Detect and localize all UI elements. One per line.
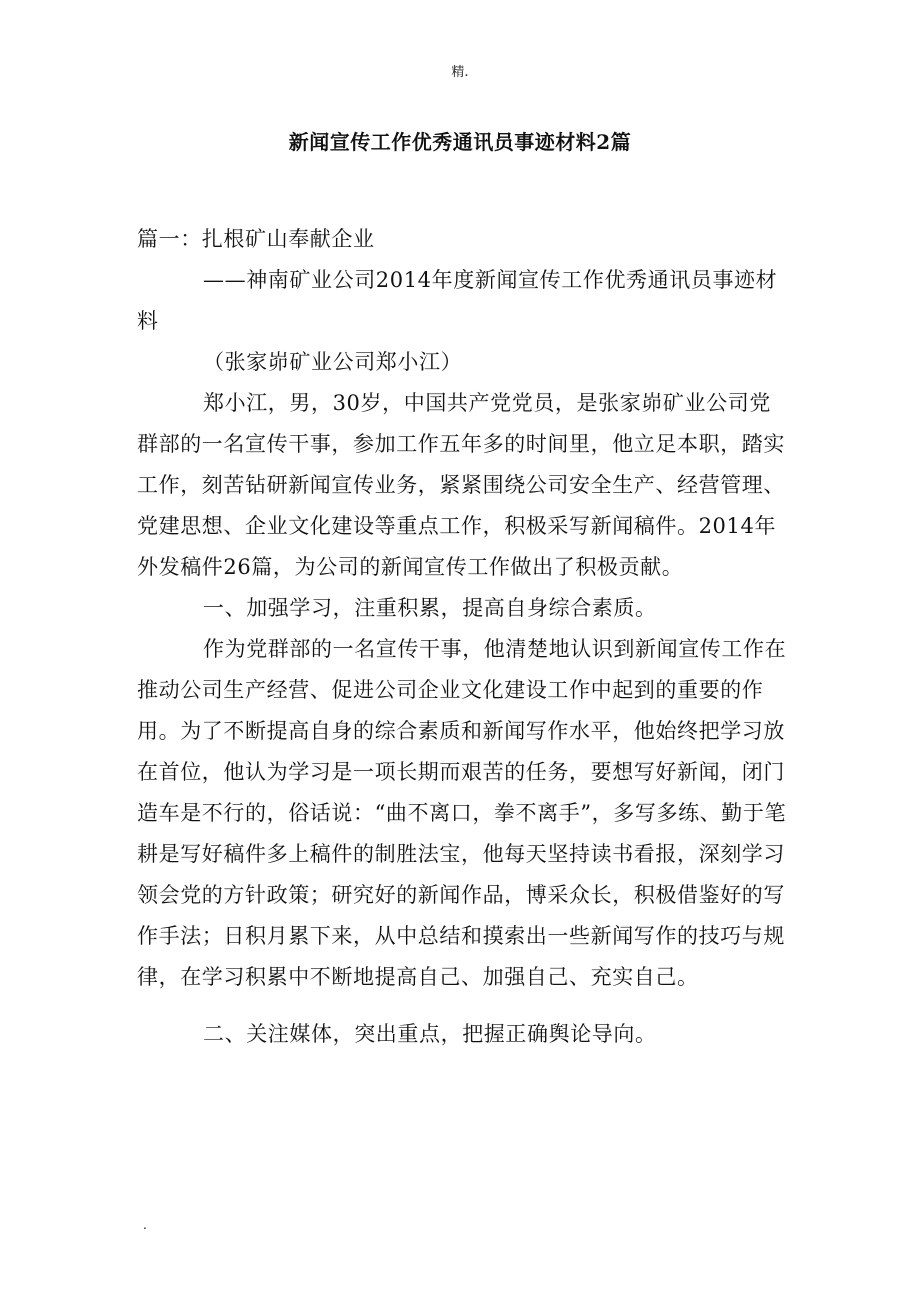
section-heading: 篇一：扎根矿山奉献企业 [137, 227, 375, 251]
header-mark: 精. [451, 65, 469, 80]
section-subtitle: ——神南矿业公司2014年度新闻宣传工作优秀通讯员事迹材料 [137, 268, 778, 333]
footer-mark: . [143, 1218, 147, 1232]
section-point-heading: 一、加强学习，注重积累，提高自身综合素质。 [203, 596, 657, 620]
byline: （张家峁矿业公司郑小江） [203, 350, 463, 374]
body-paragraph: 郑小江，男，30岁，中国共产党党员，是张家峁矿业公司党群部的一名宣传干事，参加工作五年多的时间里，他立足本职，踏实工作，刻苦钻研新闻宣传业务，紧紧围绕公司安全生产、经营管理、党建思想、企业文化建设等重点工作，积极采写新闻稿件。2014年外发稿件26篇，为公司的新闻宣传工作做出了积极贡献。 [137, 391, 785, 579]
document-title: 新闻宣传工作优秀通讯员事迹材料2篇 [288, 130, 632, 154]
section-point-heading: 二、关注媒体，突出重点，把握正确舆论导向。 [203, 1022, 657, 1046]
document-body [137, 219, 789, 1055]
body-paragraph: 作为党群部的一名宣传干事，他清楚地认识到新闻宣传工作在推动公司生产经营、促进公司企业文化建设工作中起到的重要的作用。为了不断提高自身的综合素质和新闻写作水平，他始终把学习放在首位，他认为学习是一项长期而艰苦的任务，要想写好新闻，闭门造车是不行的，俗话说：“曲不离口，拳不离手”，多写多练、勤于笔耕是写好稿件多上稿件的制胜法宝，他每天坚持读书看报，深刻学习领会党的方针政策；研究好的新闻作品，博采众长，积极借鉴好的写作手法；日积月累下来，从中总结和摸索出一些新闻写作的技巧与规律，在学习积累中不断地提高自己、加强自己、充实自己。 [137, 637, 787, 989]
